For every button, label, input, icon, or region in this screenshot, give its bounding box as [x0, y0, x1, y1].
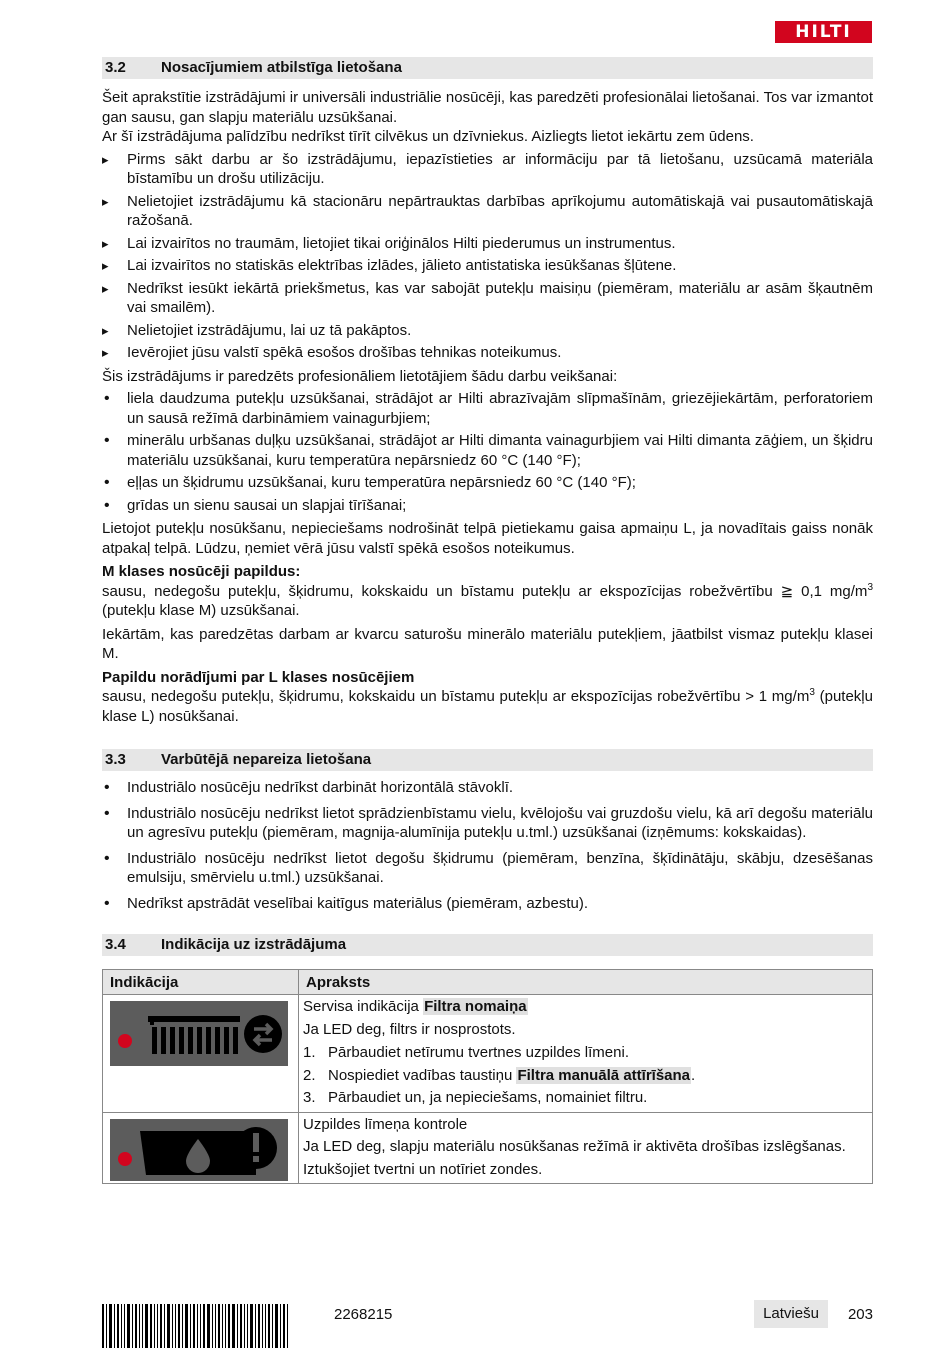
section-number: 3.4 — [105, 936, 126, 953]
procedure-step: 2. Nospiediet vadības taustiņu Filtra manuālā attīrīšana. — [303, 1066, 696, 1084]
filter-icon — [148, 1013, 248, 1063]
safety-steps-list — [102, 150, 873, 363]
list-item: ▸ Nelietojiet izstrādājumu, lai uz tā pakāptos. — [102, 321, 873, 341]
led-icon — [118, 1034, 132, 1048]
m-class-paragraph: sausu, nedegošu putekļu, šķidrumu, kokskaidu un bīstamu putekļu ar ekspozīcijas robežvērtību ≧ 0,1 $mg/m^3$ (putekļu klase M) uzsūkšanai. — [102, 581, 873, 619]
intro-paragraph: Šeit aprakstītie izstrādājumi ir universāli industriālie nosūcēji, kas paredzēti profesionālai lietošanai. Tos var izmantot gan sausu, gan slapju materiālu uzsūkšanai. — [102, 89, 873, 126]
page-number: 203 — [847, 1306, 873, 1323]
indicator-cell — [103, 1112, 299, 1184]
table-row — [103, 1112, 873, 1184]
fill-level-indicator — [110, 1119, 288, 1181]
column-header: Indikācija — [103, 970, 299, 995]
indicator-title: Servisa indikācija Filtra nomaiņa — [303, 998, 527, 1015]
section-heading-3-2 — [102, 57, 873, 79]
list-item: • Industriālo nosūcēju nedrīkst lietot sprādzienbīstamu vielu, kvēlojošu vai gruzdošu vielu, kā arī degošu materiālu un agresīvu putekļu (piemēram, magnija-alumīnija putekļu u.tml.) uzsūkšanai (izņēmums: kokskaidas). — [102, 804, 873, 843]
procedure-step: 3. Pārbaudiet un, ja nepieciešams, nomainiet filtru. — [303, 1089, 648, 1106]
language-badge: Latviešu — [754, 1300, 828, 1328]
list-item: ▸ Lai izvairītos no traumām, lietojiet tikai oriģinālos Hilti piederumus un instrumentus. — [102, 234, 873, 254]
list-item: ▸ Pirms sākt darbu ar šo izstrādājumu, iepazīstieties ar informāciju par tā lietošanu, uzsūcamā materiāla bīstamību un drošu utilizāciju. — [102, 150, 873, 189]
list-item: • eļļas un šķidrumu uzsūkšanai, kuru temperatūra nepārsniedz 60 °C (140 °F); — [102, 473, 873, 493]
section-number: 3.2 — [105, 59, 126, 76]
list-item: • Industriālo nosūcēju nedrīkst lietot degošu šķidrumu (piemēram, benzīna, šķīdinātāju, skābju, dzesēšanas emulsiju, smērvielu u.tml.) uzsūkšanai. — [102, 849, 873, 888]
list-item: ▸ Nelietojiet izstrādājumu kā stacionāru nepārtrauktas darbības aprīkojumu automātiskajā vai pusautomātiskajā ražošanā. — [102, 192, 873, 231]
hilti-logo: HILTI — [775, 21, 872, 43]
list-item: • minerālu urbšanas duļķu uzsūkšanai, strādājot ar Hilti dimanta vainagurbjiem vai Hilti dimanta zāģiem, un šķidru materiālu uzsūkšanai, kuru temperatūra nepārsniedz 60 °C (140 °F); — [102, 431, 873, 470]
page-footer — [102, 1298, 873, 1348]
column-header: Apraksts — [299, 970, 873, 995]
led-icon — [118, 1152, 132, 1166]
indicator-title: Uzpildes līmeņa kontrole — [303, 1115, 468, 1133]
l-class-heading: Papildu norādījumi par L klases nosūcējiem — [102, 668, 415, 686]
l-class-paragraph: sausu, nedegošu putekļu, šķidrumu, kokskaidu un bīstamu putekļu ar ekspozīcijas robežvērtību > 1 $mg/m^3$ (putekļu klase L) nosūkšanai. — [102, 687, 873, 725]
list-item: ▸ Ievērojiet jūsu valstī spēkā esošos drošības tehnikas noteikumus. — [102, 343, 873, 363]
table-header-row — [103, 970, 873, 995]
section-title: Nosacījumiem atbilstīga lietošana — [161, 59, 402, 76]
indicator-action: Iztukšojiet tvertni un notīriet zondes. — [303, 1160, 543, 1178]
procedure-step: 1. Pārbaudiet netīrumu tvertnes uzpildes līmeni. — [303, 1044, 629, 1061]
section-heading-3-4 — [102, 934, 873, 956]
uses-list — [102, 389, 873, 515]
misuse-list — [102, 778, 873, 913]
description-cell — [299, 995, 873, 1113]
list-item: • liela daudzuma putekļu uzsūkšanai, strādājot ar Hilti abrazīvajām slīpmašīnām, griezējiekārtām, perforatoriem un sausā režīmā darbināmiem vainagurbjiem; — [102, 389, 873, 428]
list-item: ▸ Nedrīkst iesūkt iekārtā priekšmetus, kas var sabojāt putekļu maisiņu (piemēram, materiālu ar asām šķautnēm vai smailēm). — [102, 279, 873, 318]
fill-level-icon — [138, 1121, 288, 1179]
m-class-heading: M klases nosūcēji papildus: — [102, 563, 301, 580]
section-number: 3.3 — [105, 751, 126, 768]
list-item: • Nedrīkst apstrādāt veselībai kaitīgus materiālus (piemēram, azbestu). — [102, 894, 873, 914]
section-title: Varbūtējā nepareiza lietošana — [161, 751, 372, 768]
section-heading-3-3 — [102, 749, 873, 771]
description-cell — [299, 1112, 873, 1184]
indication-table — [102, 969, 873, 1184]
article-number: 2268215 — [334, 1306, 393, 1323]
barcode — [102, 1304, 314, 1348]
list-item: • Industriālo nosūcēju nedrīkst darbināt horizontālā stāvoklī. — [102, 778, 873, 798]
swap-arrows-icon — [242, 1013, 284, 1055]
indicator-description: Ja LED deg, slapju materiālu nosūkšanas režīmā ir aktivēta drošības izslēgšanas. — [303, 1138, 846, 1155]
page-content — [102, 0, 873, 1184]
filter-change-indicator — [110, 1001, 288, 1066]
section-title: Indikācija uz izstrādājuma — [161, 936, 347, 953]
indicator-cell — [103, 995, 299, 1113]
ventilation-paragraph: Lietojot putekļu nosūkšanu, nepieciešams nodrošināt telpā pietiekamu gaisa apmaiņu L, ja novadītais gaiss nonāk atpakaļ telpā. Lūdzu, ņemiet vērā jūsu valstī spēkā esošos noteikumus. — [102, 520, 873, 557]
procedure-list — [303, 1043, 869, 1108]
m-class-quartz-paragraph: Iekārtām, kas paredzētas darbam ar kvarcu saturošu minerālo materiālu putekļiem, jāatbilst vismaz putekļu klasei M. — [102, 625, 873, 662]
list-item: • grīdas un sienu sausai un slapjai tīrīšanai; — [102, 496, 873, 516]
table-row — [103, 995, 873, 1113]
list-item: ▸ Lai izvairītos no statiskās elektrības izlādes, jālieto antistatiska iesūkšanas šļūtene. — [102, 256, 873, 276]
indicator-description: Ja LED deg, filtrs ir nosprostots. — [303, 1020, 516, 1038]
prohibition-paragraph: Ar šī izstrādājuma palīdzību nedrīkst tīrīt cilvēkus un dzīvniekus. Aizliegts lietot iekārtu zem ūdens. — [102, 128, 754, 145]
uses-intro: Šis izstrādājums ir paredzēts profesionāliem lietotājiem šādu darbu veikšanai: — [102, 367, 618, 385]
